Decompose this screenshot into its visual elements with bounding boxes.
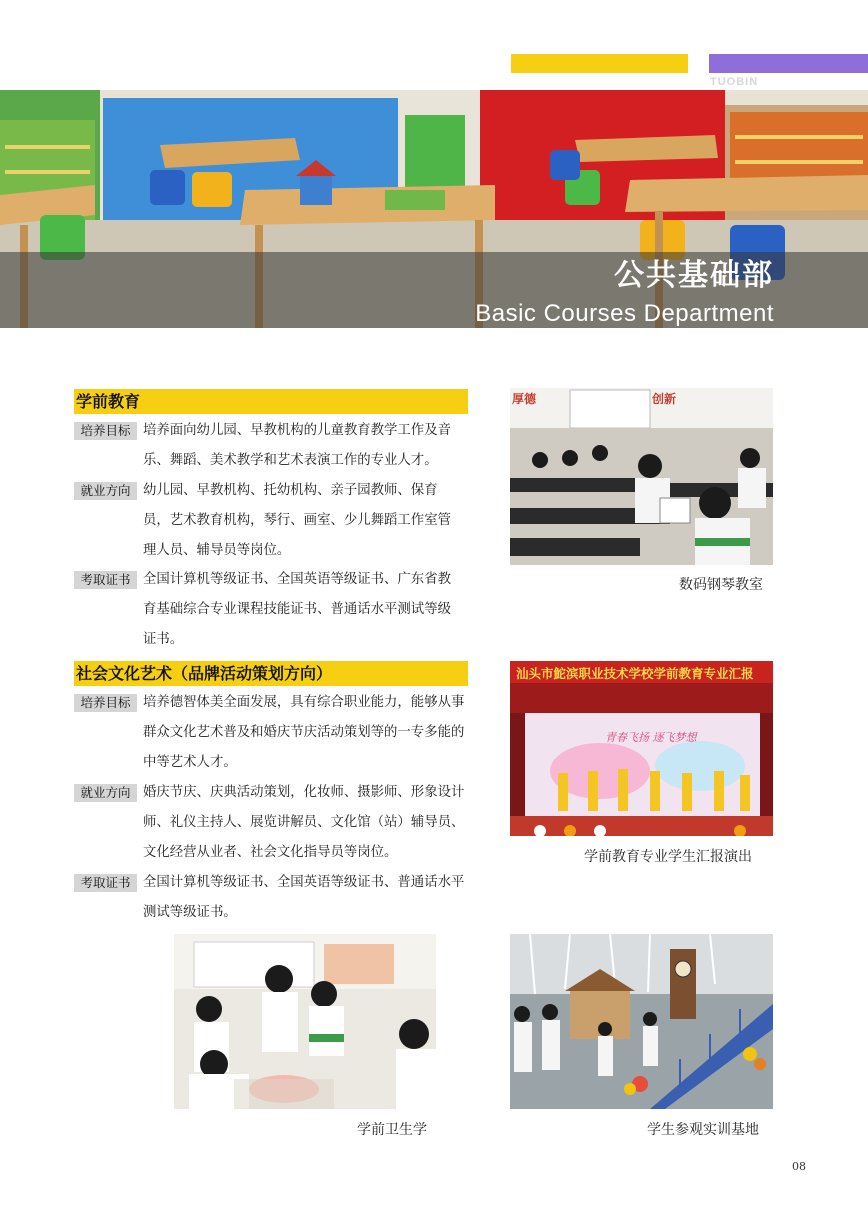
piano-classroom-photo [510,388,773,565]
tag-training-goal: 培养目标 [74,422,137,440]
department-subtitle: Basic Courses Department [475,300,774,327]
accent-bar-yellow [511,54,688,73]
tag-certificates: 考取证书 [74,571,137,589]
section-title-culture-art: 社会文化艺术（品牌活动策划方向） [74,661,468,686]
culture-employment-text: 婚庆节庆、庆典活动策划，化妆师、摄影师、形象设计 师、礼仪主持人、展览讲解员、文化馆（站）辅导员、 文化经营从业者、社会文化指导员等岗位。 [143,785,465,860]
brand-text: TUOBIN [710,76,759,88]
caption-piano-classroom: 数码钢琴教室 [679,577,763,593]
hero-classroom-photo [0,90,868,328]
tag-training-goal: 培养目标 [74,694,137,712]
accent-bar-purple [709,54,868,73]
preschool-goal-text: 培养面向幼儿园、早教机构的儿童教育教学工作及音 乐、舞蹈、美术教学和艺术表演工作的专业人才。 [143,423,451,468]
stage-backdrop-text: 青春飞扬 逐飞梦想 [605,731,697,744]
tag-certificates: 考取证书 [74,874,137,892]
tag-employment: 就业方向 [74,784,137,802]
department-title: 公共基础部 [614,258,774,293]
culture-certificates-text: 全国计算机等级证书、全国英语等级证书、普通话水平 测试等级证书。 [143,875,465,920]
section-title-preschool: 学前教育 [74,389,468,414]
caption-training-base: 学生参观实训基地 [647,1122,759,1138]
caption-stage-performance: 学前教育专业学生汇报演出 [584,849,752,865]
stage-performance-photo [510,661,773,836]
tag-employment: 就业方向 [74,482,137,500]
preschool-employment-text: 幼儿园、早教机构、托幼机构、亲子园教师、保育 员，艺术教育机构，琴行、画室、少儿舞蹈工作室管 理人员、辅导员等岗位。 [143,483,451,558]
culture-goal-text: 培养德智体美全面发展，具有综合职业能力，能够从事 群众文化艺术普及和婚庆节庆活动策划等的一专多能的 中等艺术人才。 [143,695,465,770]
board-text-left: 厚德 [512,392,537,406]
training-base-photo [510,934,773,1109]
caption-hygiene: 学前卫生学 [357,1122,427,1138]
hygiene-class-photo [174,934,436,1109]
preschool-certificates-text: 全国计算机等级证书、全国英语等级证书、广东省教 育基础综合专业课程技能证书、普通话水平测试等级 证书。 [143,572,451,647]
page-number: 08 [792,1160,806,1173]
stage-banner-text: 汕头市鮀滨职业技术学校学前教育专业汇报 [516,666,754,681]
board-text-right: 创新 [652,392,677,406]
